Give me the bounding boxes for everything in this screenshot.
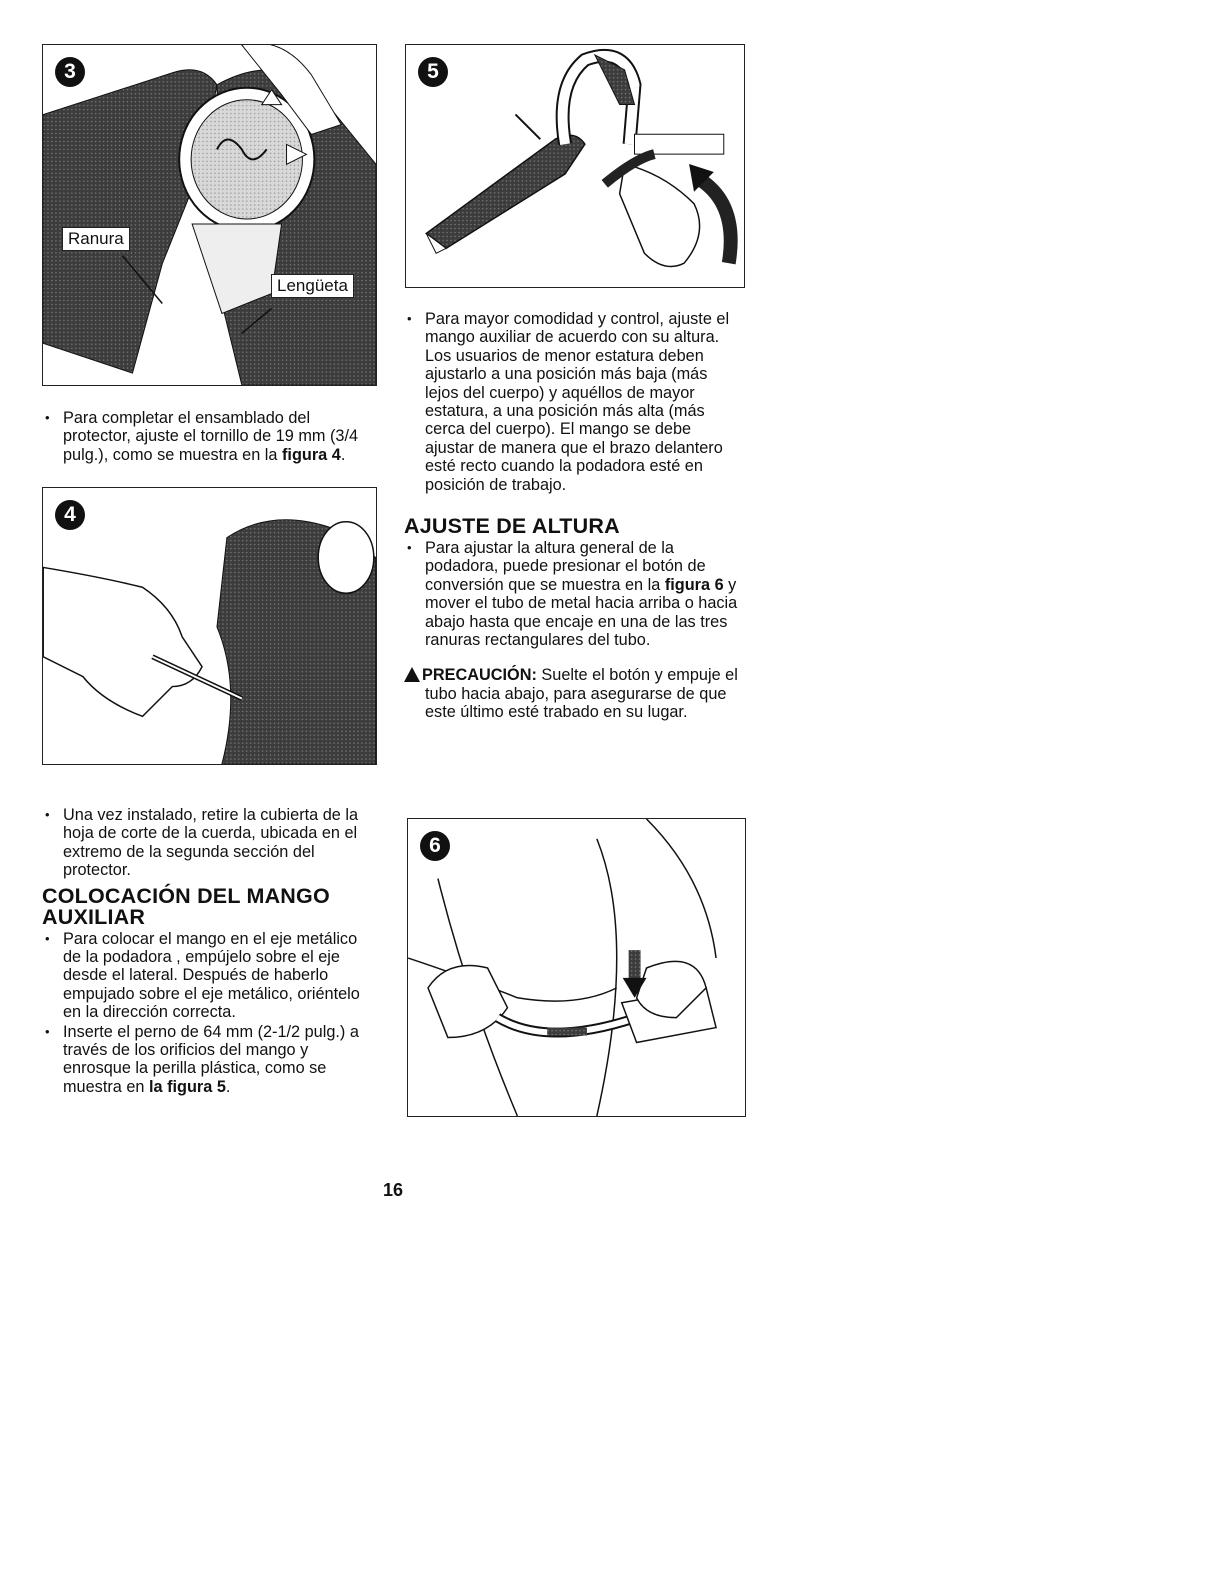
height-section xyxy=(404,516,746,722)
page-number: 16 xyxy=(383,1180,404,1200)
handle-section xyxy=(42,806,378,1096)
figure-5-illustration xyxy=(406,45,744,287)
figure-6 xyxy=(407,818,746,1117)
figure-4-number: 4 xyxy=(55,500,85,530)
tab-label: Lengüeta xyxy=(271,274,354,298)
figure-3 xyxy=(42,44,377,386)
figure-4-illustration xyxy=(43,488,376,764)
caution-label: PRECAUCIÓN: xyxy=(422,666,537,685)
figure-4 xyxy=(42,487,377,765)
warning-icon xyxy=(404,667,420,682)
cover-bullet: • Una vez instalado, retire la cubierta de la hoja de corte de la cuerda, ubicada en el extremo de la segunda sección del protector. xyxy=(42,806,378,880)
comfort-bullet: • Para mayor comodidad y control, ajuste el mango auxiliar de acuerdo con su altura. Los usuarios de menor estatura deben ajustarlo a una posición más baja (más lejos del cuerpo) y aquéllos de mayor estatura, a una posición más alta (más cerca del cuerpo). El mango se debe ajustar de manera que el brazo delantero esté recto cuando la podadora esté en posición de trabajo. xyxy=(404,310,744,494)
caution-note: PRECAUCIÓN: Suelte el botón y empuje el tubo hacia abajo, para asegurarse de que este último esté trabado en su lugar. xyxy=(404,665,746,721)
figure-6-illustration xyxy=(408,819,745,1116)
height-bullet: • Para ajustar la altura general de la podadora, puede presionar el botón de conversión que se muestra en la figura 6 y mover el tubo de metal hacia arriba o hacia abajo hasta que encaje en una de las tres ranuras rectangulares del tubo. xyxy=(404,539,746,649)
figure-4-reference: figura 4 xyxy=(282,445,341,464)
figure-6-reference: figura 6 xyxy=(664,575,724,594)
guard-bullet: • Para completar el ensamblado del protector, ajuste el tornillo de 19 mm (3/4 pulg.), como se muestra en la figura 4. xyxy=(42,409,372,464)
figure-3-number: 3 xyxy=(55,57,85,87)
handle-heading: COLOCACIÓN DEL MANGO AUXILIAR xyxy=(42,883,330,929)
height-heading: AJUSTE DE ALTURA xyxy=(404,514,620,538)
figure-5-number: 5 xyxy=(418,57,448,87)
slot-label: Ranura xyxy=(62,227,130,251)
handle-bullet-2: • Inserte el perno de 64 mm (2-1/2 pulg.) a través de los orificios del mango y enrosque la perilla plástica, como se muestra en la figura 5. xyxy=(42,1023,378,1097)
figure-5-reference: la figura 5 xyxy=(148,1077,226,1096)
handle-bullet-1: • Para colocar el mango en el eje metálico de la podadora , empújelo sobre el eje desde el lateral. Después de haberlo empujado sobre el eje metálico, oriéntelo en la dirección correcta. xyxy=(42,930,378,1022)
guard-instructions xyxy=(42,409,372,464)
comfort-instructions xyxy=(404,310,744,494)
figure-6-number: 6 xyxy=(420,831,450,861)
figure-5 xyxy=(405,44,745,288)
figure-3-illustration xyxy=(43,45,376,385)
